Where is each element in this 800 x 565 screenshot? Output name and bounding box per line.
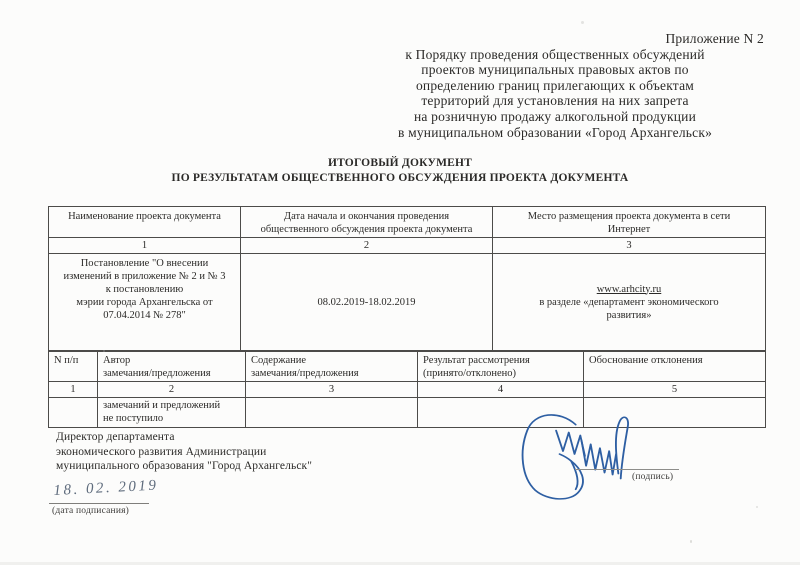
column-number: 4: [418, 382, 584, 398]
website-note-line: развития»: [606, 309, 652, 321]
project-name-cell: Постановление "О внесении изменений в приложение № 2 и № 3 к постановлению мэрии города Архангельска от 07.04.2014 № 278": [49, 254, 241, 351]
scan-speck: [581, 21, 584, 24]
comments-table-number-row: [49, 382, 766, 398]
comments-header-result: Результат рассмотрения (принято/отклонено): [418, 352, 584, 382]
signature-label: (подпись): [632, 472, 674, 482]
comments-header-content: Содержание замечания/предложения: [246, 352, 418, 382]
scan-speck: [103, 350, 105, 352]
signing-date-line: [49, 503, 149, 504]
signature-line: [575, 469, 679, 470]
publication-place-cell: [493, 254, 766, 351]
comments-header-justification: Обоснование отклонения: [584, 352, 766, 382]
column-number: 2: [241, 238, 493, 254]
project-table-number-row: [49, 238, 766, 254]
website-note-line: в разделе «департамент экономического: [539, 296, 719, 308]
scan-speck: [756, 506, 758, 508]
project-table: [48, 206, 766, 351]
project-table-header-place: Место размещения проекта документа в сети Интернет: [493, 207, 766, 238]
column-number: 5: [584, 382, 766, 398]
no-comments-cell: замечаний и предложений не поступило: [98, 398, 246, 428]
appendix-line: в муниципальном образовании «Город Архангельск»: [397, 124, 713, 140]
appendix-line: к Порядку проведения общественных обсуждений: [405, 46, 705, 62]
appendix-line: проектов муниципальных правовых актов по: [421, 62, 689, 78]
project-table-header-dates: Дата начала и окончания проведения общественного обсуждения проекта документа: [241, 207, 493, 238]
project-table-data-row: [49, 254, 766, 351]
website-url: www.arhcity.ru: [596, 283, 662, 295]
column-number: 1: [49, 238, 241, 254]
appendix-line: определению границ прилегающих к объектам: [415, 77, 695, 93]
project-table-header-name: Наименование проекта документа: [49, 207, 241, 238]
empty-cell: [246, 398, 418, 428]
comments-header-author: Автор замечания/предложения: [98, 352, 246, 382]
appendix-block: [340, 31, 770, 140]
scan-speck: [690, 540, 692, 543]
handwritten-signature: [518, 407, 668, 505]
empty-cell: [49, 398, 98, 428]
appendix-line: на розничную продажу алкогольной продукции: [413, 108, 697, 124]
document-title-line2: ПО РЕЗУЛЬТАТАМ ОБЩЕСТВЕННОГО ОБСУЖДЕНИЯ ПРОЕКТА ДОКУМЕНТА: [171, 172, 629, 184]
column-number: 2: [98, 382, 246, 398]
appendix-line: Приложение N 2: [665, 31, 764, 46]
signatory-line: муниципального образования "Город Архангельск": [56, 460, 313, 473]
project-table-header-row: [49, 207, 766, 238]
column-number: 3: [246, 382, 418, 398]
handwritten-date: 18. 02. 2019: [53, 477, 159, 500]
comments-header-number: N п/п: [49, 352, 98, 382]
appendix-line: территорий для установления на них запрета: [421, 93, 689, 109]
discussion-dates-cell: 08.02.2019-18.02.2019: [241, 254, 493, 351]
column-number: 1: [49, 382, 98, 398]
document-title: [0, 156, 800, 186]
column-number: 3: [493, 238, 766, 254]
comments-table-header-row: [49, 352, 766, 382]
document-title-line1: ИТОГОВЫЙ ДОКУМЕНТ: [327, 157, 473, 169]
signatory-line: экономического развития Администрации: [56, 445, 267, 458]
signing-date-label: (дата подписания): [52, 506, 130, 516]
signatory-line: Директор департамента: [56, 431, 175, 443]
signatory-block: [56, 430, 312, 474]
